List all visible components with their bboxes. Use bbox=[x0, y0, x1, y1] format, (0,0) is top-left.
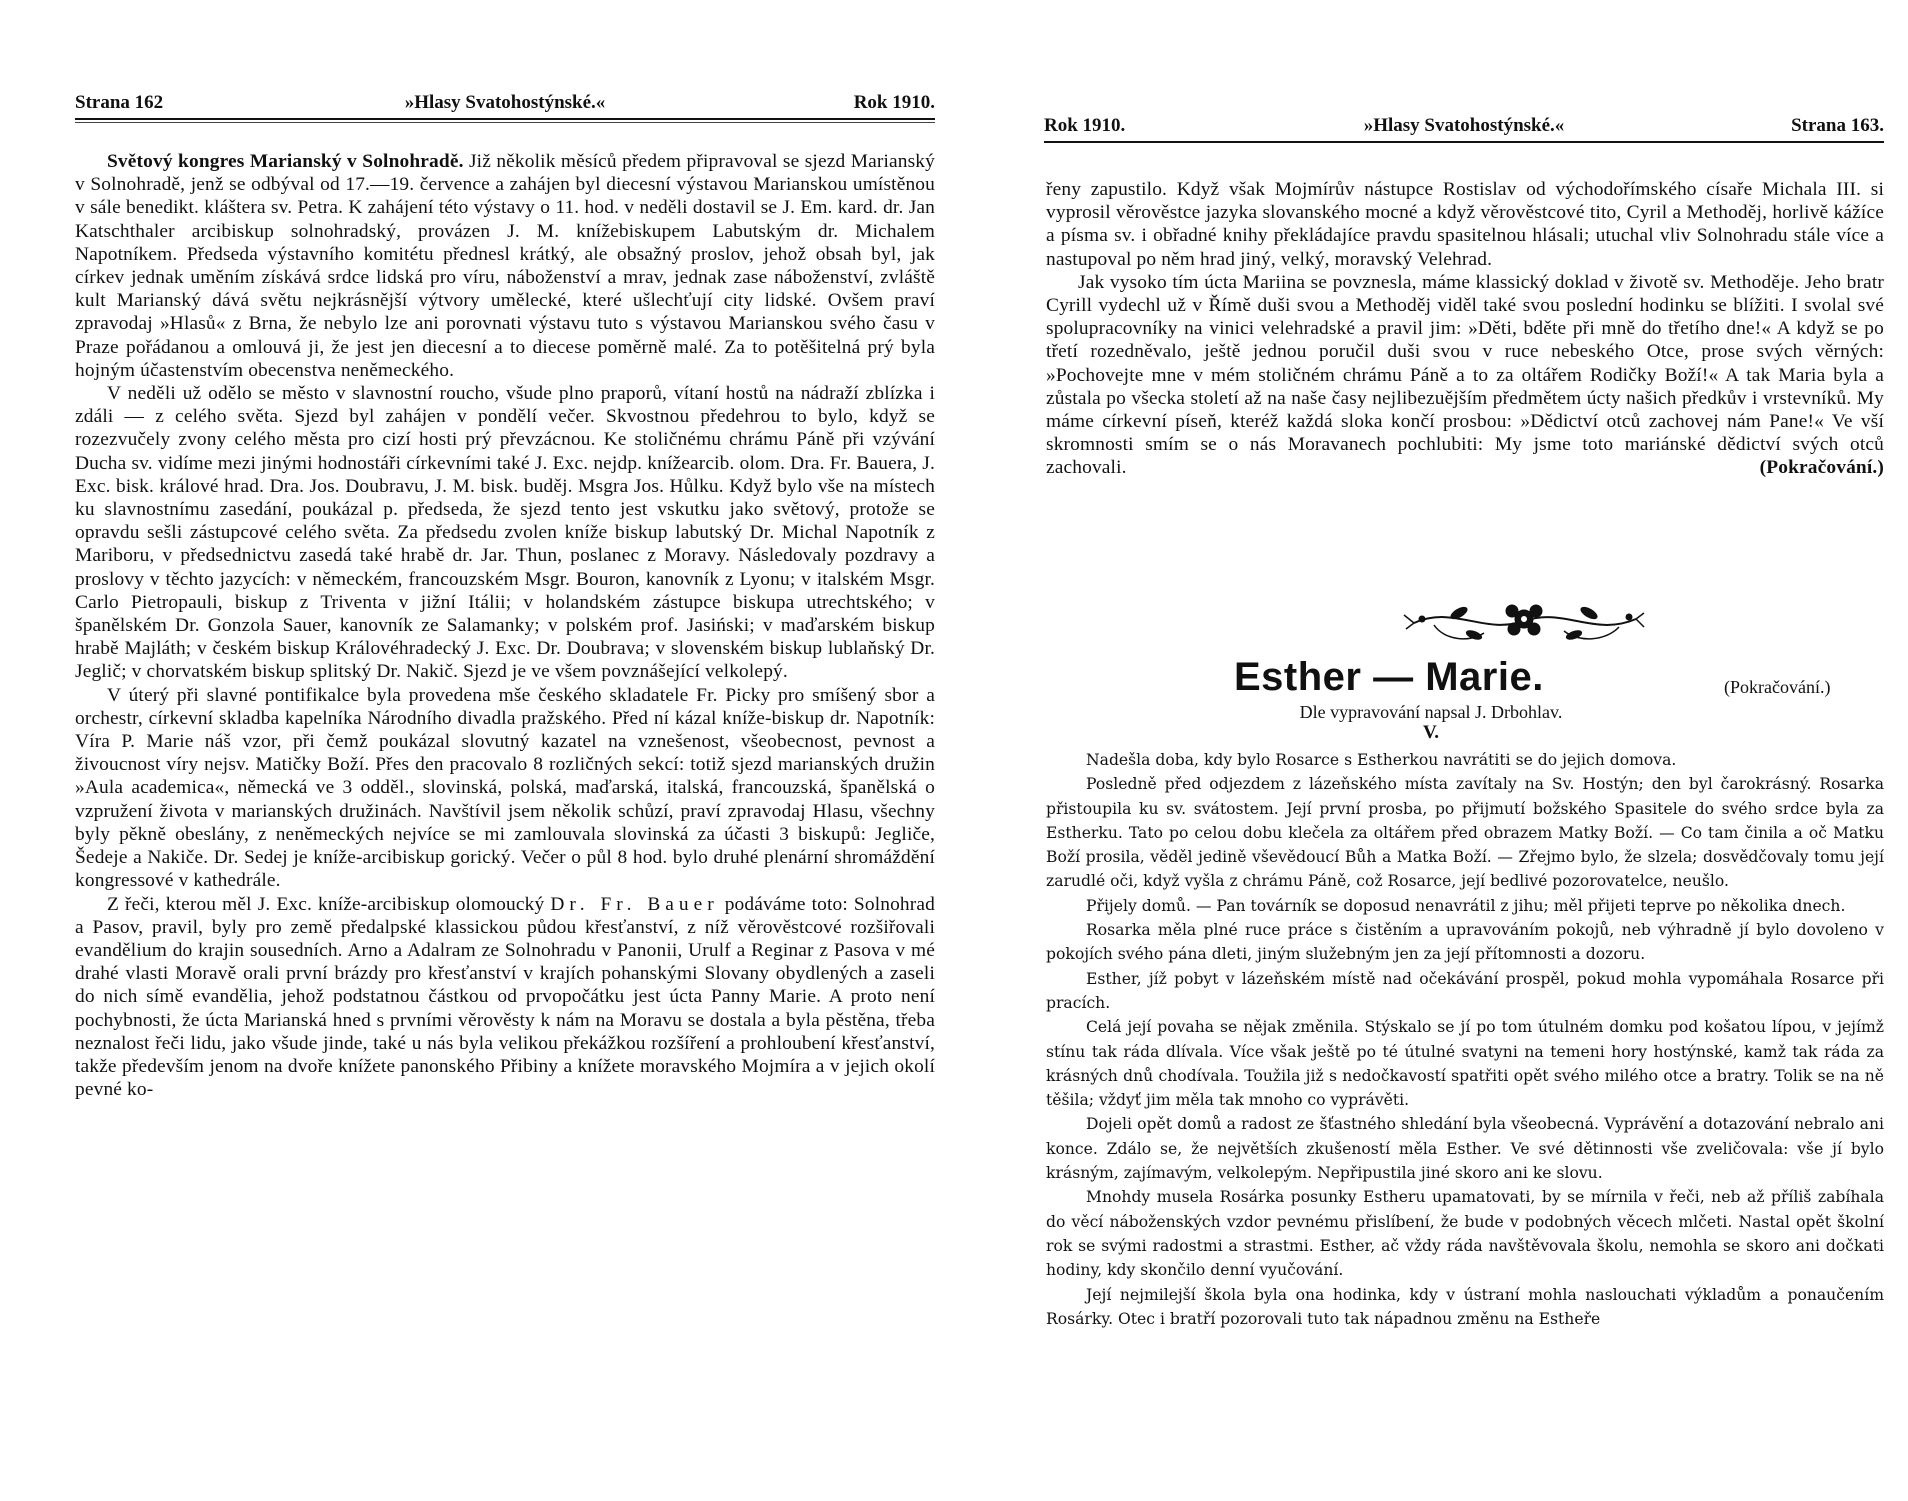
article-title: Světový kongres Marianský v Solnohradě. bbox=[107, 151, 464, 172]
left-journal-title: »Hlasy Svatohostýnské.« bbox=[404, 92, 606, 113]
right-page-number: Strana 163. bbox=[1791, 115, 1884, 136]
story-paragraph: Přijely domů. — Pan továrník se doposud nenavrátil z jihu; měl přijeti teprve po několika dnech. bbox=[1086, 896, 1846, 915]
article-text: Z řeči, kterou měl J. Exc. kníže-arcibiskup olomoucký bbox=[107, 893, 545, 915]
article-text: podáváme toto: Solnohrad a Pasov, pravil, byly pro země předalpské klassickou půdou křesťanství, z níž věrověstcové rozšiřovali evandělium do krajin sousedních. Arno a Adalram ze Solnohradu v Panonii, Urulf a Reginar z Pasova v mé drahé vlasti Moravě orali první brázdy pro křesťanství v krajích pohanskými Slovany obydlených a zaseli do nich símě evandělia, jehož podstatnou částkou od prvopočátku jest úcta Panny Marie. A proto není pochybnosti, že úcta Marianská hned s prvními věrověsty k nám na Moravu se dostala a byla pěstěna, třeba neznalost řeči lidu, jako všude jinde, také u nás byla velikou překážkou rozšíření a prohloubení křesťanství, takže především jenom na dvoře knížete panonského Přibiny a knížete moravského Mojmíra a v jejich okolí pevné ko- bbox=[75, 893, 935, 1101]
floral-ornament-icon bbox=[1374, 585, 1674, 655]
story-paragraph: Mnohdy musela Rosárka posunky Estheru upamatovati, by se mírnila v řeči, neb až příliš zabíhala do věcí náboženských vzdor pevnému přislíbení, že bude v podobných věcech mlčeti. Nastal opět školní rok se svými radostmi a strastmi. Esther, ač vždy ráda navštěvovala školu, nemohla se skoro ani dočkati hodiny, kdy skončilo denní vyučování. bbox=[1046, 1188, 1884, 1280]
story-column bbox=[1046, 748, 1884, 1331]
story-paragraph: Esther, jíž pobyt v lázeňském místě nad očekávání prospěl, pokud mohla vypomáhala Rosarce při pracích. bbox=[1046, 969, 1884, 1012]
right-article-column bbox=[1046, 178, 1884, 480]
article-paragraph: V úterý při slavné pontifikalce byla provedena mše českého skladatele Fr. Picky pro smíšený sbor a orchestr, církevní skladba kapelníka Národního divadla pražského. Před ní kázal kníže-biskup dr. Napotník: Víra P. Marie náš vzor, při čemž poukázal slovutný kazatel na vznešenost, všeobecnost, pevnost a živoucnost víry nejsv. Matičky Boží. Přes den pracovalo 8 rozličných sekcí: totiž sjezd marianských družin »Aula academica«, německá ve 3 odděl., slovinská, polská, maďarská, italská, francouzská, španělská o vzpružení života v marianských družinách. Navštívil jsem několik schůzí, praví zpravodaj Hlasu, všechny byly pěkně obeslány, z neněmeckých nejvíce se mi zamlouvala slovinská za účasti 3 biskupů: Jegliče, Šedeje a Nakiče. Dr. Sedej je kníže-arcibiskup gorický. Večer o půl 8 hod. bylo druhé plenární shromáždění kongressové v kathedrále. bbox=[75, 684, 935, 892]
article-text: Již několik měsíců předem připravoval se sjezd Marianský v Solnohradě, jenž se odbýval od 17.—19. července a zahájen byl diecesní výstavou Marianskou umístěnou v sále benedikt. kláštera sv. Petra. K zahájení této výstavy o 11. hod. v neděli dostavil se J. Em. kard. dr. Jan Katschthaler arcibiskup solnohradský, provázen J. M. knížebiskupem Labutským dr. Michalem Napotníkem. Předseda výstavního komitétu přednesl krátký, ale obsažný proslov, jehož obsah byl, jak církev jednak uměním získává srdce lidská pro víru, náboženství a mrav, jednak zase náboženství, zvláště kult Marianský dává světu nejkrásnější výtvory umělecké, které ušlechťují city lidské. Ovšem praví zpravodaj »Hlasů« z Brna, že nebylo lze ani porovnati výstavu tuto s výstavou Marianskou svého času v Praze pořádanou a omlouvá ji, že jest jen diecesní a to diecese poměrně malé. Za to potěšitelná prý byla hojným účastenstvím obecenstva neněmeckého. bbox=[75, 151, 935, 381]
article-paragraph bbox=[1046, 271, 1884, 480]
article-paragraph: V neděli už odělo se město v slavnostní roucho, všude plno praporů, vítaní hostů na nádraží zblízka i zdáli — z celého světa. Sjezd byl zahájen v pondělí večer. Skvostnou předehrou to bylo, když se rozezvučely zvony celého města pro cizí hosti prý převzácnou. Ke stoličnému chrámu Páně při vzývání Ducha sv. vidíme mezi jinými hodnostáři církevními také J. Exc. nejdp. knížearcib. olom. Dra. Fr. Bauera, J. Exc. bisk. králové hrad. Dra. Jos. Doubravu, J. M. bisk. buděj. Msgra Jos. Hůlku. Když bylo vše na místech ku slavnostnímu zasedání, poukázal p. předseda, že sjezd tento jest vskutku jako světový, protože se opravdu sešli zástupcové celého světa. Za předsedu zvolen kníže biskup labutský Dr. Michal Napotník z Mariboru, v předsednictvu zasedá také hrabě dr. Jar. Thun, poslanec z Moravy. Následovaly pozdravy a proslovy v těchto jazycích: v německém, francouzském Msgr. Bouron, kanovník z Lyonu; v italském Msgr. Carlo Pietropauli, biskup z Triventa v jižní Itálii; v holandském zástupce biskupa utrechtského; v španělském Dr. Gonzola Sauer, kanovník ze Salamanky; v polském prof. Jasiński; v maďarském biskup hrabě Majláth; v českém biskup Královéhradecký J. Exc. Dr. Doubrava; v slovenském biskup lublaňský Dr. Jeglič; v chorvatském biskup splitský Dr. Nakič. Sjezd je ve všem povznášející velkolepý. bbox=[75, 383, 935, 683]
right-header-rule bbox=[1044, 141, 1884, 143]
story-paragraph: Celá její povaha se nějak změnila. Stýskalo se jí po tom útulném domku pod košatou lípou, v jejímž stínu tak ráda dlívala. Více však ještě po té útulné svatyni na temeni hory hostýnské, kamž tak ráda za krásných dnů chodívala. Toužila již s nedočkavostí spatřiti opět svého milého otce a bratry. Tolik se na ně těšila; vždyť jim měla tak mnoho co vyprávěti. bbox=[1046, 1018, 1884, 1110]
article-paragraph bbox=[75, 893, 935, 1102]
left-header-rule bbox=[75, 118, 935, 120]
story-paragraph: Dojeli opět domů a radost ze šťastného shledání byla všeobecná. Vyprávění a dotazování nebralo ani konce. Zdálo se, že největších zkušeností měla Esther. Ve své dětinnosti vše zveličovala: vše jí bylo krásným, zajímavým, velkolepým. Nepřipustila jiné skoro ani ke slovu. bbox=[1046, 1115, 1884, 1183]
story-continuation-note: (Pokračování.) bbox=[1724, 677, 1831, 697]
story-paragraph: Nadešla doba, kdy bylo Rosarce s Estherkou navrátiti se do jejich domova. bbox=[1086, 751, 1677, 769]
continuation-note: (Pokračování.) bbox=[1759, 457, 1884, 479]
story-title: Esther — Marie. bbox=[1234, 655, 1544, 699]
left-year: Rok 1910. bbox=[853, 92, 935, 113]
right-page bbox=[954, 0, 1908, 1501]
right-journal-title: »Hlasy Svatohostýnské.« bbox=[1363, 115, 1565, 136]
story-paragraph: Posledně před odjezdem z lázeňského místa zavítaly na Sv. Hostýn; den byl čarokrásný. Rosarka přistoupila ku sv. svátostem. Její první prosba, po přijmutí božského Spasitele do svého srdce byla za Estherku. Tato po celou dobu klečela za oltářem před obrazem Matky Boží. — Co tam činila a oč Matku Boží prosila, věděl jedině vševědoucí Bůh a Matka Boží. — Zřejmo bylo, že slzela; dosvědčovaly tomu její zarudlé oči, když vyšla z chrámu Páně, což Rosarce, její bedlivé pozorovatelce, neušlo. bbox=[1046, 775, 1884, 891]
story-paragraph: Rosarka měla plné ruce práce s čistěním a upravováním pokojů, neb výhradně jí bylo dovoleno v pokojích svého pána dleti, jiným služebným jen za její přítomnosti a dozoru. bbox=[1046, 921, 1884, 964]
left-article-column bbox=[75, 150, 935, 1101]
article-paragraph: řeny zapustilo. Když však Mojmírův nástupce Rostislav od východořímského císaře Michala III. si vyprosil věrověstce jazyka slovanského mocné a když věrověstcové tito, Cyril a Methoděj, horlivě kážíce a písma sv. i obřadné knihy překládajíce pravdu spasitelnou hlásali; utuchal vliv Solnohradu stále více a nastupoval po něm hrad jiný, velký, moravský Velehrad. bbox=[1046, 179, 1884, 270]
left-header-rule-thin bbox=[75, 122, 935, 123]
speaker-name: Dr. Fr. Bauer bbox=[550, 893, 719, 915]
article-paragraph bbox=[75, 150, 935, 382]
chapter-number: V. bbox=[1422, 722, 1440, 743]
story-paragraph: Její nejmilejší škola byla ona hodinka, kdy v ústraní mohla naslouchati výkladům a ponaučením Rosárky. Otec i bratří pozorovali tuto tak nápadnou změnu na Estheře bbox=[1046, 1285, 1884, 1328]
article-text: Jak vysoko tím úcta Mariina se povznesla, máme klassický doklad v životě sv. Methoděje. Jeho bratr Cyrill vydechl už v Římě duši svou a Methoděj viděl také svou poslední hodinku se blížiti. I svolal své spolupracovníky na vinici velehradské a pravil jim: »Děti, bděte při mně do třetího dne!« A když se po třetí rozedněvalo, ještě jednou poručil duši svou v ruce nebeského Otce, prose svých věrných: »Pochovejte mne v mém stoličném chrámu Páně a to za oltářem Rodičky Boží!« A tak Maria byla a zůstala po všecka století až na naše časy nejlibezuějším předmětem úcty našich předkův i vrstevníků. My máme církevní píseň, kteréž každá sloka končí prosbou: »Dědictví otců zachovej nám Pane!« Ve vší skromnosti smím se o nás Moravanech pochlubiti: My jsme toto mariánské dědictví svých otců zachovali. bbox=[1046, 271, 1884, 479]
story-byline: Dle vypravování napsal J. Drbohlav. bbox=[1299, 702, 1563, 722]
left-page-number: Strana 162 bbox=[75, 92, 164, 113]
right-year: Rok 1910. bbox=[1044, 115, 1126, 136]
